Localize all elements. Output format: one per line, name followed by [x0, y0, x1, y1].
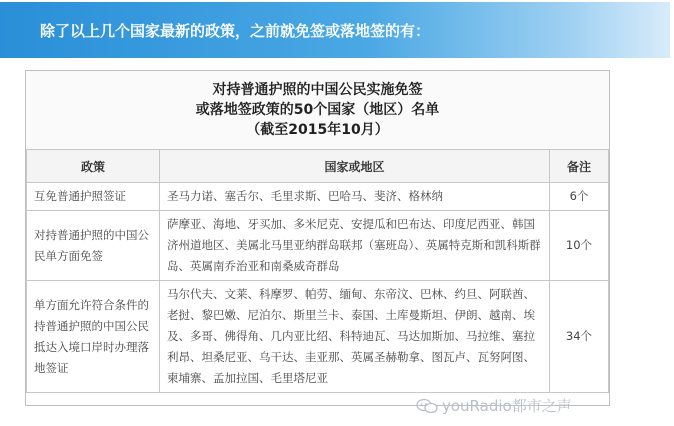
- countries-cell: 萨摩亚、海地、牙买加、多米尼克、安提瓜和巴布达、印度尼西亚、韩国济州道地区、美属北马里亚纳群岛联邦（塞班岛）、英属特克斯和凯科斯群岛、英属南乔治亚和南桑威奇群岛: [160, 211, 550, 281]
- count-cell: 6个: [550, 183, 609, 211]
- countries-cell: 圣马力诺、塞舌尔、毛里求斯、巴哈马、斐济、格林纳: [160, 183, 550, 211]
- watermark: [416, 395, 572, 416]
- table-row: [27, 183, 609, 211]
- policy-cell: 互免普通护照签证: [27, 183, 160, 211]
- table-row: [27, 211, 609, 281]
- countries-cell: 马尔代夫、文莱、科摩罗、帕劳、缅甸、东帝汶、巴林、约旦、阿联酋、老挝、黎巴嫩、尼泊尔、斯里兰卡、泰国、土库曼斯坦、伊朗、越南、埃及、多哥、佛得角、几内亚比绍、科特迪瓦、马达加斯加、马拉维、塞拉利昂、坦桑尼亚、乌干达、圭亚那、英属圣赫勒拿、图瓦卢、瓦努阿图、柬埔寨、孟加拉国、毛里塔尼亚: [160, 281, 550, 393]
- table-title: [27, 71, 609, 150]
- table-row: [27, 281, 609, 393]
- policy-cell: 单方面允许符合条件的持普通护照的中国公民抵达入境口岸时办理落地签证: [27, 281, 160, 393]
- column-header-note: 备注: [550, 150, 609, 183]
- wechat-icon: [416, 398, 438, 414]
- count-cell: 34个: [550, 281, 609, 393]
- column-header-countries: 国家或地区: [160, 150, 550, 183]
- header-banner: [0, 2, 670, 58]
- policy-cell: 对持普通护照的中国公民单方面免签: [27, 211, 160, 281]
- column-header-policy: 政策: [27, 150, 160, 183]
- table-title-line-2: 或落地签政策的50个国家（地区）名单: [195, 102, 440, 118]
- count-cell: 10个: [550, 211, 609, 281]
- watermark-text: youRadio都市之声: [442, 397, 572, 415]
- visa-policy-table: [25, 70, 610, 406]
- table-title-line-3: （截至2015年10月）: [246, 122, 389, 138]
- table-title-line-1: 对持普通护照的中国公民实施免签: [212, 82, 423, 98]
- banner-title: 除了以上几个国家最新的政策，之前就免签或落地签的有：: [40, 22, 431, 40]
